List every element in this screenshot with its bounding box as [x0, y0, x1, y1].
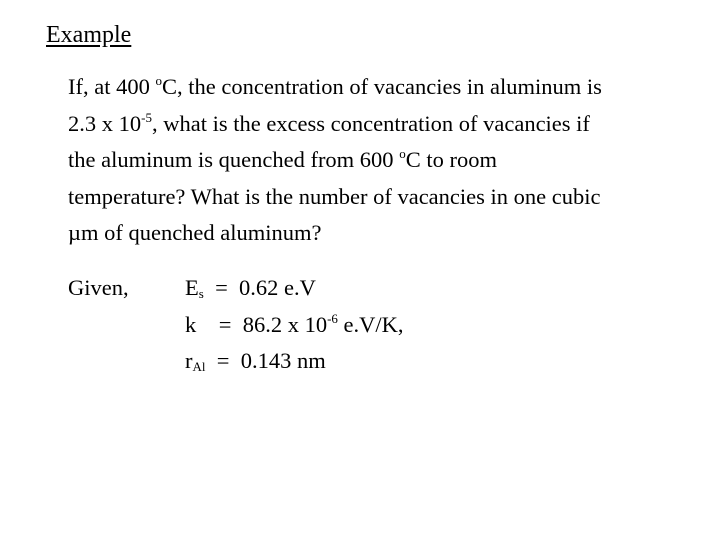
- problem-statement: [68, 69, 708, 252]
- value: = 0.143 nm: [205, 348, 326, 373]
- given-values: [185, 270, 404, 380]
- given-row-radius: [185, 343, 404, 380]
- subscript: s: [198, 286, 204, 301]
- degree-symbol: o: [399, 146, 406, 161]
- problem-text: the aluminum is quenched from 600: [68, 147, 400, 172]
- given-label: Given,: [68, 275, 129, 300]
- problem-text: µm of quenched aluminum?: [68, 220, 322, 245]
- symbol: E: [185, 275, 199, 300]
- problem-text: temperature? What is the number of vacancies in one cubic: [68, 183, 601, 209]
- problem-text: C to room: [405, 147, 497, 172]
- symbol: r: [185, 348, 193, 373]
- value: = 0.62 e.V: [203, 275, 316, 300]
- problem-text: , what is the excess concentration of vacancies if: [151, 110, 590, 136]
- problem-text: If, at 400: [68, 74, 156, 99]
- slide-title: Example: [46, 22, 132, 48]
- subscript: Al: [192, 359, 206, 374]
- exponent: -6: [327, 310, 338, 326]
- given-row-boltzmann: [185, 307, 404, 344]
- given-row-energy: [185, 270, 404, 307]
- problem-text: 2.3 x 10: [68, 110, 142, 136]
- exponent: -5: [141, 109, 152, 125]
- degree-symbol: o: [155, 73, 162, 88]
- value: e.V/K,: [337, 311, 404, 337]
- value: k = 86.2 x 10: [185, 311, 328, 337]
- problem-text: C, the concentration of vacancies in aluminum is: [161, 74, 602, 99]
